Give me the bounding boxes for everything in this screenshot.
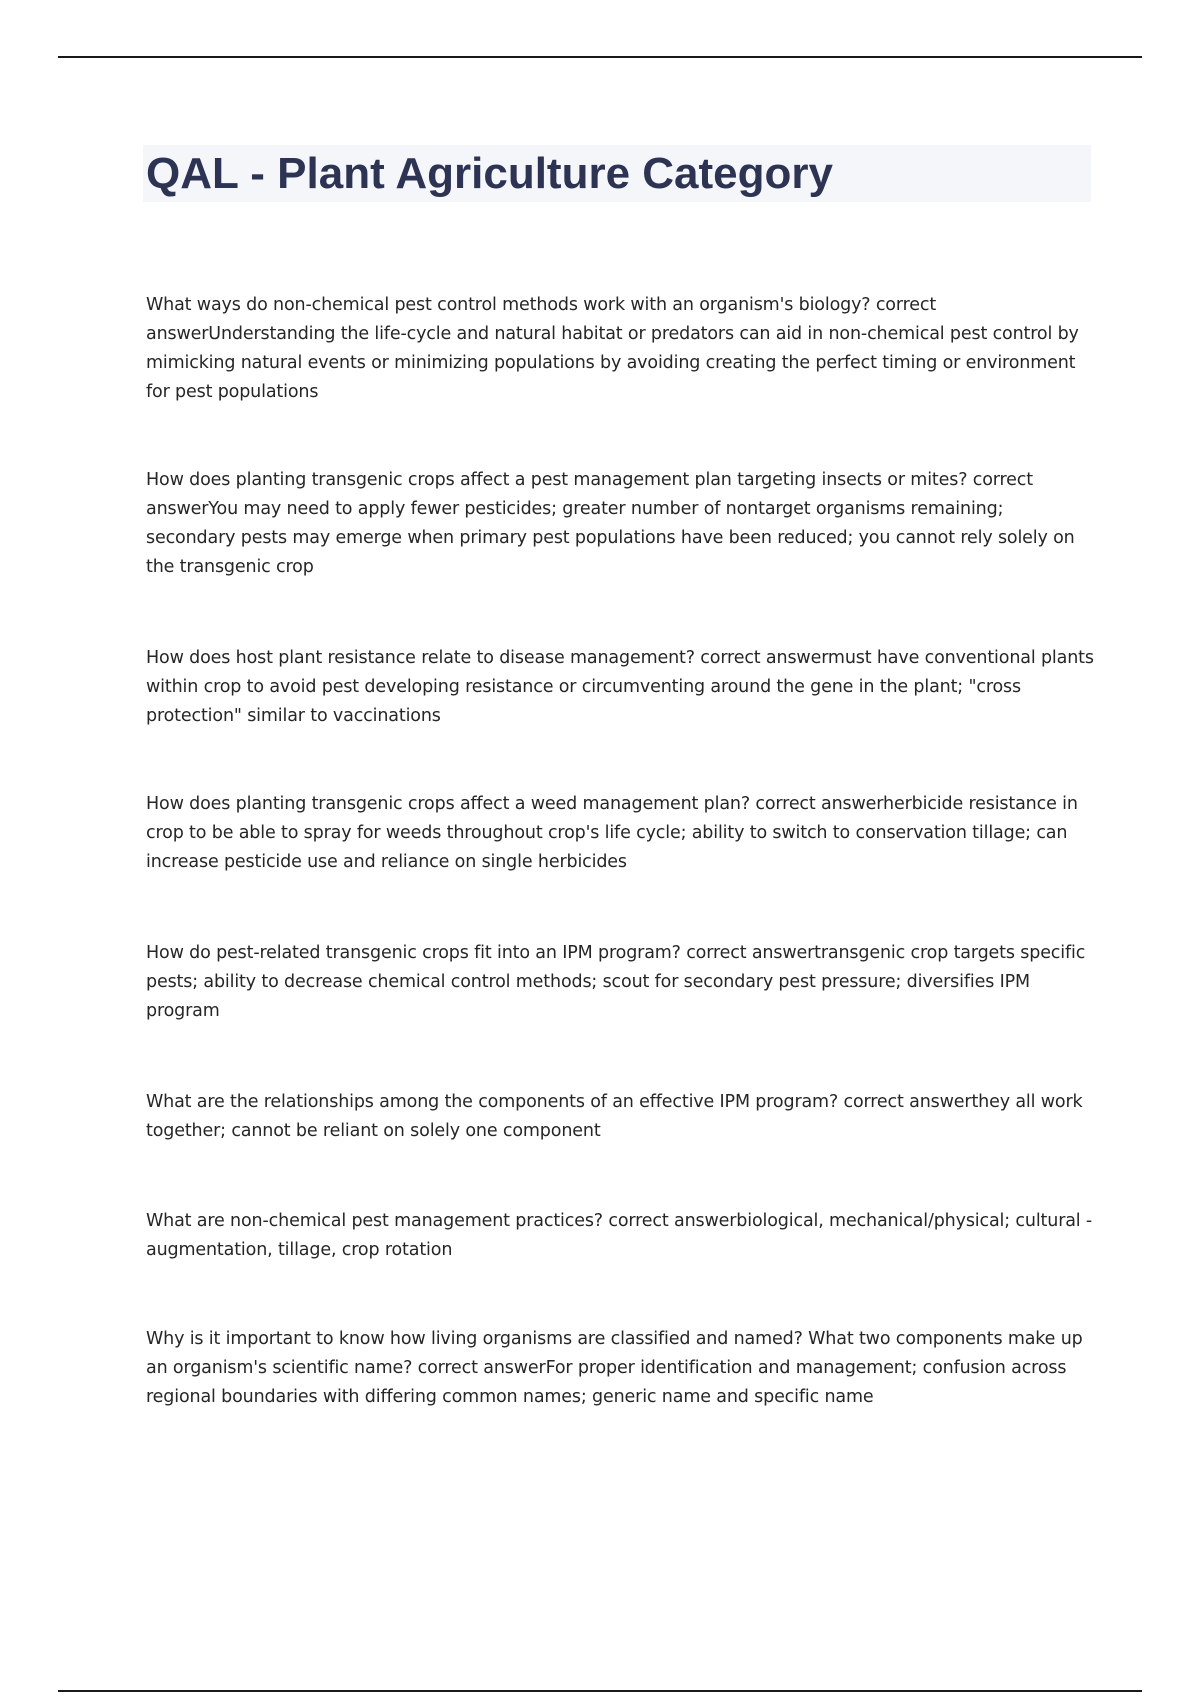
qa-item: How does planting transgenic crops affect a weed management plan? correct answerherbicide resistance in crop to be able to spray for weeds throughout crop's life cycle; ability to switch to conservation tillage; can increase pesticide use and reliance on single herbicides	[146, 794, 1078, 872]
qa-item: How do pest-related transgenic crops fit into an IPM program? correct answertransgenic crop targets specific pests; ability to decrease chemical control methods; scout for secondary pest pressure; diversifies IPM program	[146, 943, 1086, 1021]
qa-item: What ways do non-chemical pest control methods work with an organism's biology? correct answerUnderstanding the life-cycle and natural habitat or predators can aid in non-chemical pest control by mimicking natural events or minimizing populations by avoiding creating the perfect timing or environment for pest populations	[146, 295, 1079, 402]
qa-item: What are the relationships among the components of an effective IPM program? correct answerthey all work together; cannot be reliant on solely one component	[146, 1092, 1083, 1141]
qa-item: How does planting transgenic crops affect a pest management plan targeting insects or mites? correct answerYou may need to apply fewer pesticides; greater number of nontarget organisms remaining; secondary pests may emerge when primary pest populations have been reduced; you cannot rely solely on the transgenic crop	[146, 470, 1075, 577]
qa-list	[146, 291, 1096, 1412]
qa-item: Why is it important to know how living organisms are classified and named? What two components make up an organism's scientific name? correct answerFor proper identification and management; confusion across regional boundaries with differing common names; generic name and specific name	[146, 1329, 1083, 1407]
page-title: QAL - Plant Agriculture Category	[146, 149, 833, 198]
qa-item: What are non-chemical pest management practices? correct answerbiological, mechanical/physical; cultural - augmentation, tillage, crop rotation	[146, 1211, 1093, 1260]
top-divider	[58, 56, 1142, 58]
bottom-divider	[58, 1690, 1142, 1692]
qa-item: How does host plant resistance relate to disease management? correct answermust have conventional plants within crop to avoid pest developing resistance or circumventing around the gene in the plant; "cross protection" similar to vaccinations	[146, 648, 1094, 726]
